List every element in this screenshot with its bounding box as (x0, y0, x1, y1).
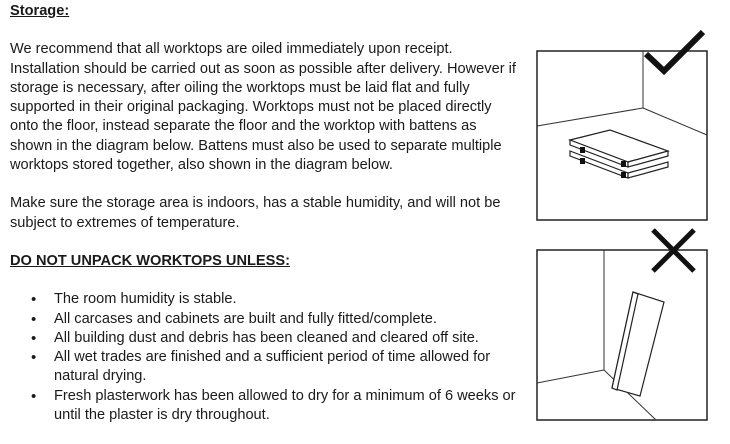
condition-item: • All wet trades are finished and a sufficient period of time allowed for natural drying. (10, 348, 520, 387)
condition-item: • Fresh plasterwork has been allowed to dry for a minimum of 6 weeks or until the plaster is dry throughout. (10, 387, 520, 426)
unpack-conditions-list (10, 290, 520, 425)
correct-storage-illustration (536, 30, 708, 222)
storage-section (10, 2, 520, 425)
unpack-heading: DO NOT UNPACK WORKTOPS UNLESS: (10, 252, 290, 269)
storage-paragraph-1: We recommend that all worktops are oiled immediately upon receipt. Installation should be carried out as soon as possible after delivery. However if storage is necessary, after oiling the worktops must be laid flat and fully supported in their original packaging. Worktops must not be placed directly onto the floor, instead separate the floor and the worktop with battens as shown in the diagram below. Battens must also be used to separate multiple worktops stored together, also shown in the diagram below. (10, 41, 516, 174)
incorrect-storage-diagram (536, 228, 708, 424)
diagram-frame (537, 250, 707, 420)
condition-item: • The room humidity is stable. (10, 290, 520, 309)
condition-item: • All carcases and cabinets are built and fully fitted/complete. (10, 310, 520, 329)
correct-storage-diagram (536, 30, 708, 222)
condition-item: • All building dust and debris has been cleaned and cleared off site. (10, 329, 520, 348)
incorrect-storage-illustration (536, 228, 708, 424)
storage-heading: Storage: (10, 3, 70, 19)
storage-paragraph-2: Make sure the storage area is indoors, has a stable humidity, and will not be subject to extremes of temperature. (10, 195, 501, 231)
